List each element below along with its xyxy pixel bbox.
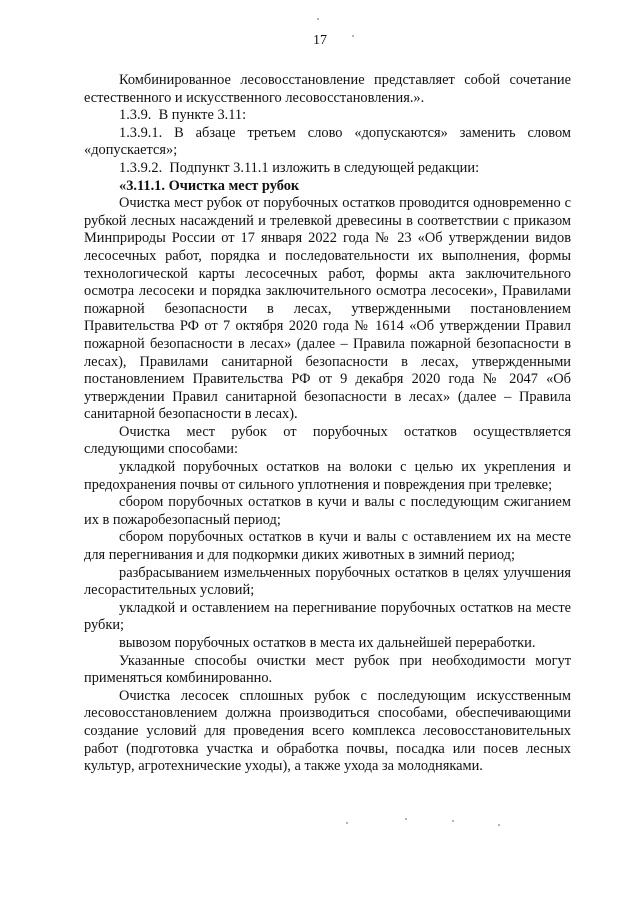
paragraph-item-1-3-9-1: 1.3.9.1. В абзаце третьем слово «допускаются» заменить словом «допускается»; [84,124,571,159]
paragraph-combined-reforestation: Комбинированное лесовосстановление представляет собой сочетание естественного и искусственного лесовосстановления.». [84,72,571,106]
paragraph-item-1-3-9: 1.3.9. В пункте 3.11: [119,107,247,124]
list-item-method-scattering: разбрасыванием измельченных порубочных остатков в целях улучшения лесорастительных условий; [84,564,571,599]
scan-speck [346,822,348,824]
paragraph-cleaning-requirements: Очистка мест рубок от порубочных остатков проводится одновременно с рубкой лесных насаждений и трелевкой древесины в соответствии с приказом Минприроды России от 17 января 2022 года № 23 «Об утверждении видов лесосечных работ, порядка и последовательности их выполнения, формы технологической карты лесосечных работ, формы акта заключительного осмотра лесосеки и порядка заключительного осмотра лесосеки», Правилами пожарной безопасности в лесах, утвержденными постановлением Правительства РФ от 7 октября 2020 года № 1614 «Об утверждении Правил пожарной безопасности в лесах» (далее – Правила пожарной безопасности в лесах), Правилами санитарной безопасности в лесах, утвержденными постановлением Правительства РФ от 9 декабря 2020 года № 2047 «Об утверждении Правил санитарной безопасности в лесах» (далее – Правила санитарной безопасности в лесах). [84,195,571,423]
section-heading-3-11-1: «3.11.1. Очистка мест рубок [119,177,300,194]
scan-speck [352,35,354,37]
page-number: 17 [313,33,327,48]
paragraph-combined-methods: Указанные способы очистки мест рубок при необходимости могут применяться комбинированно. [84,652,571,687]
list-item-method-piles-decay: сбором порубочных остатков в кучи и валы с оставлением их на месте для перегнивания и для подкормки диких животных в зимний период; [84,529,571,564]
list-item-method-burning: сбором порубочных остатков в кучи и валы с последующим сжиганием их в пожаробезопасный период; [84,494,571,528]
paragraph-clearcut-cleaning: Очистка лесосек сплошных рубок с последующим искусственным лесовосстановлением должна производиться способами, обеспечивающими создание условий для проведения всего комплекса лесовосстановительных работ (подготовка участка и обработка почвы, посадка или посев лесных культур, агротехнические уходы), а также ухода за молодняками. [84,687,571,775]
paragraph-item-1-3-9-2: 1.3.9.2. Подпункт 3.11.1 изложить в следующей редакции: [119,159,480,176]
scan-speck [405,818,407,820]
scan-speck [317,18,319,20]
list-item-method-removal: вывозом порубочных остатков в места их дальнейшей переработки. [119,635,536,651]
list-item-method-leave-onsite: укладкой и оставлением на перегнивание порубочных остатков на месте рубки; [84,599,571,634]
scan-speck [498,824,500,826]
document-body [84,72,571,776]
list-item-method-skid-trails: укладкой порубочных остатков на волоки с целью их укрепления и предохранения почвы от сильного уплотнения и повреждения при трелевке; [84,459,571,493]
paragraph-cleaning-methods-intro: Очистка мест рубок от порубочных остатков осуществляется следующими способами: [84,423,571,458]
scan-speck [452,820,454,822]
